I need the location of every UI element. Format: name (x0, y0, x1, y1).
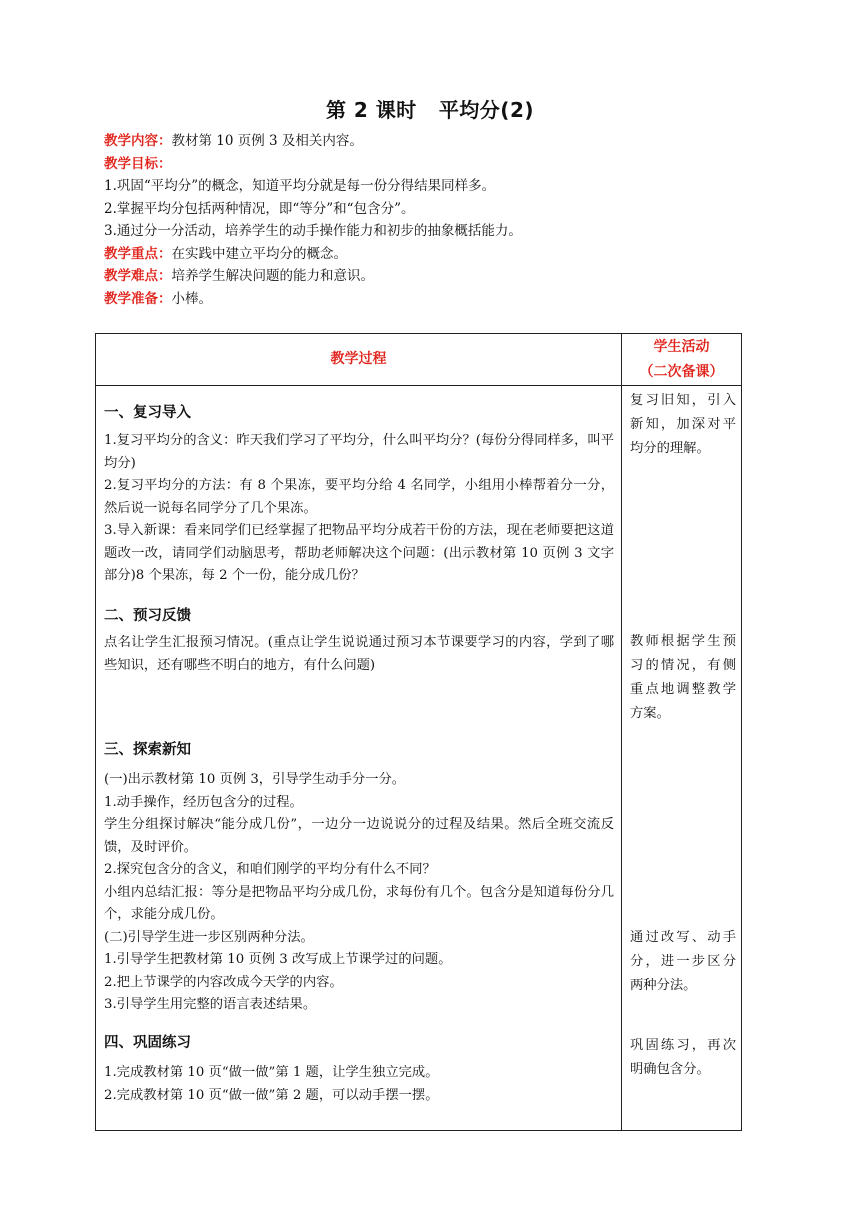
activity-cell (622, 386, 742, 1131)
section-heading-explore: 三、探索新知 (104, 742, 191, 758)
header-process: 教学过程 (96, 334, 622, 386)
overview-difficulty: 教学难点：培养学生解决问题的能力和意识。 (104, 268, 374, 284)
lesson-process-table (95, 333, 742, 1131)
overview-objective-2: 2.掌握平均分包括两种情况，即“等分”和“包含分”。 (104, 200, 415, 217)
lesson-overview (104, 130, 764, 310)
header-activity: 学生活动 （二次备课） (622, 334, 742, 386)
activity-note-review: 复习旧知，引入新知，加深对平均分的理解。 (630, 393, 736, 456)
section-heading-preview: 二、预习反馈 (104, 608, 191, 624)
table-header-row (96, 334, 742, 386)
table-body-row (96, 386, 742, 1131)
activity-note-practice: 巩固练习，再次明确包含分。 (630, 1038, 736, 1077)
section-body-preview: 点名让学生汇报预习情况。(重点让学生说说通过预习本节课要学习的内容，学到了哪些知识，还有哪些不明白的地方，有什么问题) (104, 635, 614, 673)
title-topic: 平均分(2) (438, 98, 535, 122)
overview-objectives-label: 教学目标： (104, 155, 172, 172)
page-title (0, 94, 860, 123)
section-heading-review: 一、复习导入 (104, 405, 191, 421)
activity-note-preview: 教师根据学生预习的情况，有侧重点地调整教学方案。 (630, 634, 736, 721)
section-body-practice: 1.完成教材第 10 页“做一做”第 1 题，让学生独立完成。 2.完成教材第 10 页“做一做”第 2 题，可以动手摆一摆。 (104, 1065, 439, 1103)
process-cell (96, 386, 622, 1131)
title-lesson-number: 第 2 课时 (325, 98, 417, 122)
activity-note-explore: 通过改写、动手分，进一步区分两种分法。 (630, 930, 736, 993)
overview-key-point: 教学重点：在实践中建立平均分的概念。 (104, 245, 347, 262)
overview-objective-3: 3.通过分一分活动，培养学生的动手操作能力和初步的抽象概括能力。 (104, 223, 522, 239)
section-body-review: 1.复习平均分的含义：昨天我们学习了平均分，什么叫平均分？(每份分得同样多，叫平均分) 2.复习平均分的方法：有 8 个果冻，要平均分给 4 名同学，小组用小棒帮着分一分，然后说一说每名同学分了几个果冻。 3.导入新课：看来同学们已经掌握了把物品平均分成若干份的方法，现在老师要把这道题改一改，请同学们动脑思考，帮助老师解决这个问题：(出示教材第 10 页例 3 文字部分)8 个果冻，每 2 个一份，能分成几份？ (104, 433, 614, 583)
section-body-explore: (一)出示教材第 10 页例 3，引导学生动手分一分。 1.动手操作，经历包含分的过程。 学生分组探讨解决“能分成几份”，一边分一边说说分的过程及结果。然后全班交流反馈，及时评价。 2.探究包含分的含义，和咱们刚学的平均分有什么不同？ 小组内总结汇报：等分是把物品平均分成几份，求每份有几个。包含分是知道每份分几个，求能分成几份。 (二)引导学生进一步区别两种分法。 1.引导学生把教材第 10 页例 3 改写成上节课学过的问题。 2.把上节课学的内容改成今天学的内容。 3.引导学生用完整的语言表述结果。 (104, 772, 614, 1012)
overview-content: 教学内容：教材第 10 页例 3 及相关内容。 (104, 133, 363, 149)
section-heading-practice: 四、巩固练习 (104, 1035, 191, 1051)
overview-objective-1: 1.巩固“平均分”的概念，知道平均分就是每一份分得结果同样多。 (104, 178, 496, 194)
overview-preparation: 教学准备：小棒。 (104, 290, 212, 307)
